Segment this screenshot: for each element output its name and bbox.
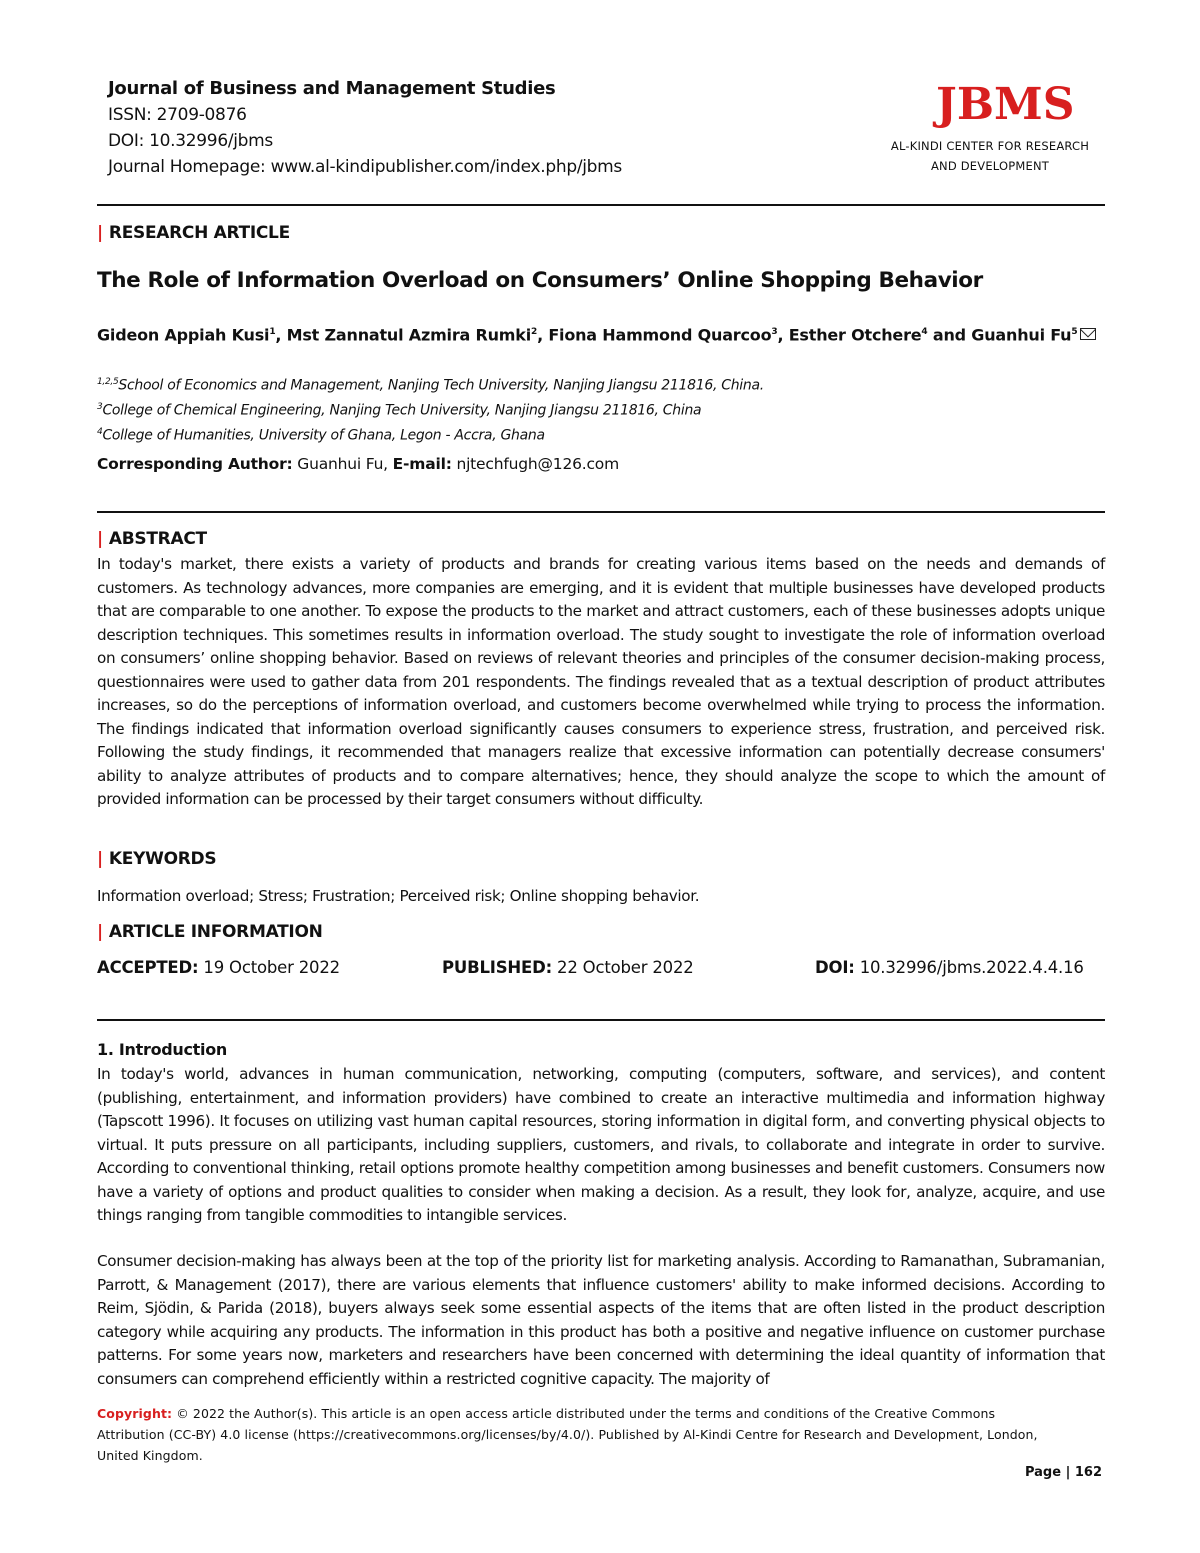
doi-value[interactable]: 10.32996/jbms.2022.4.4.16 [854, 958, 1084, 977]
doi-label: DOI: [815, 958, 855, 977]
author-4: Esther Otchere [788, 325, 922, 345]
journal-header [108, 76, 622, 180]
author-sep: , [777, 325, 789, 345]
jbms-logo: JBMS [936, 79, 1075, 130]
corresponding-author [97, 455, 619, 473]
corresponding-name: Guanhui Fu, [292, 455, 393, 473]
publisher-label-line1: AL-KINDI CENTER FOR RESEARCH [890, 139, 1090, 153]
accepted-value: 19 October 2022 [198, 958, 340, 977]
author-5-sup: 5 [1071, 327, 1078, 337]
journal-issn: ISSN: 2709-0876 [108, 105, 247, 125]
email-label: E-mail: [392, 455, 452, 473]
keywords-heading [97, 849, 216, 869]
author-sep: , [275, 325, 287, 345]
author-1-sup: 1 [269, 327, 276, 337]
accepted-date [97, 958, 340, 977]
article-type-label: RESEARCH ARTICLE [108, 223, 290, 243]
envelope-icon[interactable] [1080, 328, 1096, 340]
homepage-link[interactable]: www.al-kindipublisher.com/index.php/jbms [270, 157, 622, 177]
corresponding-label: Corresponding Author: [97, 455, 293, 473]
author-2: Mst Zannatul Azmira Rumki [286, 325, 531, 345]
intro-divider [97, 1019, 1105, 1021]
affiliation-1-text: School of Economics and Management, Nanjing Tech University, Nanjing Jiangsu 211816, China. [118, 377, 764, 394]
section-bar-icon: | [97, 223, 103, 243]
paper-title: The Role of Information Overload on Consumers’ Online Shopping Behavior [97, 268, 983, 293]
affiliation-1-sup: 1,2,5 [97, 377, 119, 387]
article-info-heading-label: ARTICLE INFORMATION [108, 922, 323, 942]
author-and: and [927, 325, 972, 345]
copyright-notice [97, 1403, 1057, 1466]
abstract-text: In today's market, there exists a variety of products and brands for creating various items based on the needs and demands of customers. As technology advances, more companies are emerging, and it is evident that multiple businesses have developed products that are comparable to one another. To expose the products to the market and attract customers, each of these businesses adopts unique description techniques. This sometimes results in information overload. The study sought to investigate the role of information overload on consumers’ online shopping behavior. Based on reviews of relevant theories and principles of the consumer decision-making process, questionnaires were used to gather data from 201 respondents. The findings revealed that as a textual description of product attributes increases, so do the perceptions of information overload, and customers become overwhelmed while trying to process the information. The findings indicated that information overload significantly causes consumers to experience stress, frustration, and perceived risk. Following the study findings, it recommended that managers realize that excessive information can potentially decrease consumers' ability to analyze attributes of products and to compare alternatives; hence, they should analyze the scope to which the amount of provided information can be processed by their target consumers without difficulty. [97, 555, 1105, 808]
homepage-label: Journal Homepage: [108, 157, 266, 177]
author-3: Fiona Hammond Quarcoo [548, 325, 772, 345]
journal-doi: DOI: 10.32996/jbms [108, 131, 273, 151]
page-number: Page | 162 [1024, 1465, 1102, 1480]
author-3-sup: 3 [771, 327, 778, 337]
abstract-divider [97, 511, 1105, 513]
author-4-sup: 4 [921, 327, 928, 337]
section-bar-icon: | [97, 529, 103, 549]
corresponding-email[interactable]: njtechfugh@126.com [451, 455, 619, 473]
keywords-text: Information overload; Stress; Frustration; Perceived risk; Online shopping behavior. [97, 887, 700, 905]
published-label: PUBLISHED: [442, 958, 552, 977]
journal-homepage [108, 154, 622, 180]
section-bar-icon: | [97, 922, 103, 942]
copyright-label: Copyright: [97, 1406, 173, 1421]
affiliation-3-text: College of Humanities, University of Ghana, Legon - Accra, Ghana [102, 427, 545, 444]
affiliation-2-sup: 3 [97, 402, 103, 412]
intro-heading: 1. Introduction [97, 1040, 228, 1059]
section-bar-icon: | [97, 849, 103, 869]
copyright-text: © 2022 the Author(s). This article is an open access article distributed under the terms and conditions of the Creative Commons Attribution (CC-BY) 4.0 license (https://creativecommons.org/licenses/by/4.0/). Published by Al-Kindi Centre for Research and Development, London, United Kingdom. [97, 1406, 1038, 1463]
affiliation-2 [97, 402, 701, 419]
published-date [442, 958, 694, 977]
accepted-label: ACCEPTED: [97, 958, 199, 977]
keywords-heading-label: KEYWORDS [108, 849, 217, 869]
publisher-label [860, 136, 1120, 176]
journal-name: Journal of Business and Management Studies [108, 78, 556, 99]
affiliation-2-text: College of Chemical Engineering, Nanjing Tech University, Nanjing Jiangsu 211816, China [102, 402, 702, 419]
author-2-sup: 2 [531, 327, 538, 337]
author-1: Gideon Appiah Kusi [97, 325, 270, 345]
header-divider [97, 204, 1105, 206]
article-type [97, 223, 290, 243]
affiliation-3-sup: 4 [97, 427, 103, 437]
published-value: 22 October 2022 [551, 958, 694, 977]
author-5: Guanhui Fu [971, 325, 1072, 345]
intro-paragraph-1: In today's world, advances in human communication, networking, computing (computers, software, and services), and content (publishing, entertainment, and information providers) have combined to create an interactive multimedia and information highway (Tapscott 1996). It focuses on utilizing vast human capital resources, storing information in digital form, and converting physical objects to virtual. It puts pressure on all participants, including suppliers, customers, and rivals, to collaborate and integrate in order to survive. According to conventional thinking, retail options promote healthy competition among businesses and benefit customers. Consumers now have a variety of options and product qualities to consider when making a decision. As a result, they look for, analyze, acquire, and use things ranging from tangible commodities to intangible services. [97, 1065, 1105, 1224]
abstract-heading [97, 529, 207, 549]
affiliation-3 [97, 427, 545, 444]
article-doi [815, 958, 1084, 977]
article-info-heading [97, 922, 323, 942]
intro-paragraph-2: Consumer decision-making has always been at the top of the priority list for marketing analysis. According to Ramanathan, Subramanian, Parrott, & Management (2017), there are various elements that influence customers' ability to make informed decisions. According to Reim, Sjödin, & Parida (2018), buyers always seek some essential aspects of the items that are often listed in the product description category while acquiring any products. The information in this product has both a positive and negative influence on customer purchase patterns. For some years now, marketers and researchers have been concerned with determining the ideal quantity of information that consumers can comprehend efficiently within a restricted cognitive capacity. The majority of [97, 1252, 1105, 1388]
author-list [97, 320, 1105, 347]
affiliation-1 [97, 377, 764, 394]
publisher-label-line2: AND DEVELOPMENT [930, 159, 1050, 173]
abstract-heading-label: ABSTRACT [108, 529, 207, 549]
author-sep: , [537, 325, 549, 345]
